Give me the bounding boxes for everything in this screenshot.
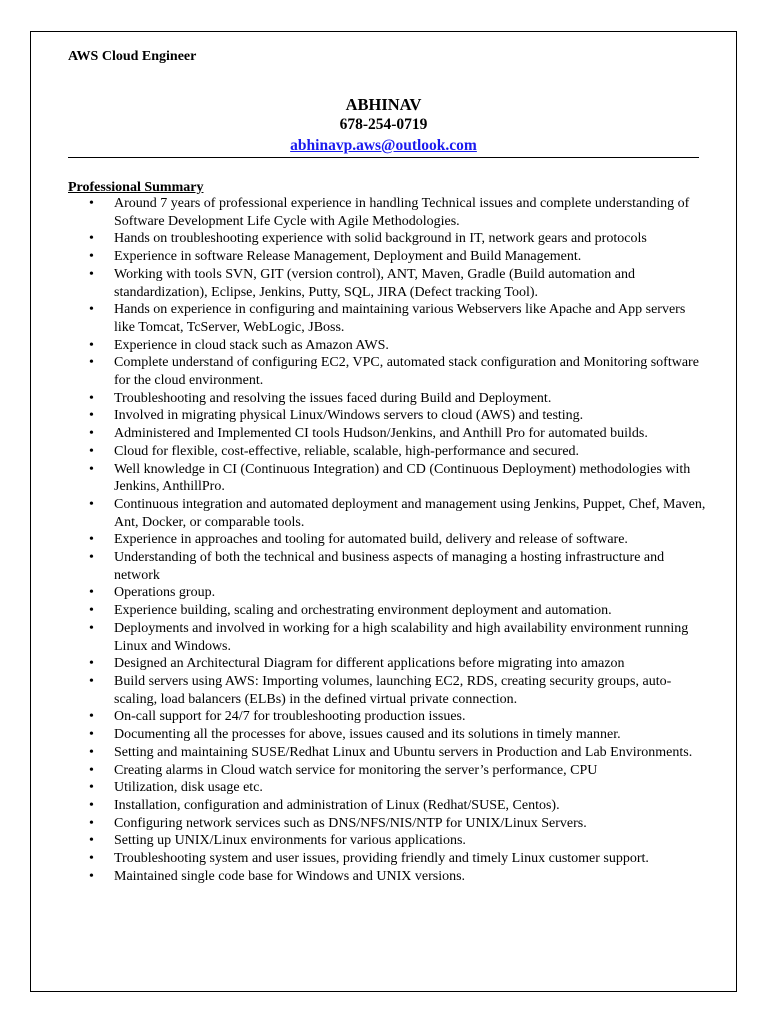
contact-header [68, 95, 699, 158]
summary-item: • Around 7 years of professional experience in handling Technical issues and complete understanding of Software Development Life Cycle with Agile Methodologies. [86, 195, 706, 230]
summary-item: • Operations group. [86, 584, 706, 602]
summary-item: • Complete understand of configuring EC2, VPC, automated stack configuration and Monitoring software for the cloud environment. [86, 354, 706, 389]
summary-item: • Experience in software Release Management, Deployment and Build Management. [86, 248, 706, 266]
summary-item: • Designed an Architectural Diagram for different applications before migrating into amazon [86, 655, 706, 673]
summary-item: • Well knowledge in CI (Continuous Integration) and CD (Continuous Deployment) methodologies with Jenkins, AnthillPro. [86, 461, 706, 496]
summary-item: • On-call support for 24/7 for troubleshooting production issues. [86, 708, 706, 726]
summary-item: • Installation, configuration and administration of Linux (Redhat/SUSE, Centos). [86, 797, 706, 815]
summary-item: • Understanding of both the technical and business aspects of managing a hosting infrastructure and network [86, 549, 706, 584]
phone-number: 678-254-0719 [339, 116, 428, 133]
summary-item: • Experience in cloud stack such as Amazon AWS. [86, 337, 706, 355]
candidate-name: ABHINAV [345, 95, 422, 114]
professional-summary-heading: Professional Summary [68, 180, 204, 195]
summary-item: • Involved in migrating physical Linux/Windows servers to cloud (AWS) and testing. [86, 407, 706, 425]
summary-item: • Cloud for flexible, cost-effective, reliable, scalable, high-performance and secured. [86, 443, 706, 461]
summary-item: • Deployments and involved in working for a high scalability and high availability environment running Linux and Windows. [86, 620, 706, 655]
summary-item: • Documenting all the processes for above, issues caused and its solutions in timely manner. [86, 726, 706, 744]
summary-item: • Troubleshooting and resolving the issues faced during Build and Deployment. [86, 390, 706, 408]
summary-item: • Hands on experience in configuring and maintaining various Webservers like Apache and App servers like Tomcat, TcServer, WebLogic, JBoss. [86, 301, 706, 336]
summary-item: • Creating alarms in Cloud watch service for monitoring the server’s performance, CPU [86, 762, 706, 780]
summary-item: • Build servers using AWS: Importing volumes, launching EC2, RDS, creating security groups, auto-scaling, load balancers (ELBs) in the defined virtual private connection. [86, 673, 706, 708]
summary-item: • Working with tools SVN, GIT (version control), ANT, Maven, Gradle (Build automation and standardization), Eclipse, Jenkins, Putty, SQL, JIRA (Defect tracking Tool). [86, 266, 706, 301]
summary-item: • Administered and Implemented CI tools Hudson/Jenkins, and Anthill Pro for automated builds. [86, 425, 706, 443]
summary-item: • Maintained single code base for Windows and UNIX versions. [86, 868, 706, 886]
summary-item: • Setting and maintaining SUSE/Redhat Linux and Ubuntu servers in Production and Lab Environments. [86, 744, 706, 762]
summary-item: • Experience building, scaling and orchestrating environment deployment and automation. [86, 602, 706, 620]
email-link[interactable]: abhinavp.aws@outlook.com [290, 137, 477, 154]
resume-page [30, 31, 737, 992]
summary-item: • Configuring network services such as DNS/NFS/NIS/NTP for UNIX/Linux Servers. [86, 815, 706, 833]
summary-item: • Utilization, disk usage etc. [86, 779, 706, 797]
summary-item: • Experience in approaches and tooling for automated build, delivery and release of software. [86, 531, 706, 549]
summary-item: • Setting up UNIX/Linux environments for various applications. [86, 832, 706, 850]
summary-item: • Hands on troubleshooting experience with solid background in IT, network gears and protocols [86, 230, 706, 248]
professional-summary-list [86, 195, 706, 885]
role-title: AWS Cloud Engineer [68, 49, 197, 64]
summary-item: • Continuous integration and automated deployment and management using Jenkins, Puppet, Chef, Maven, Ant, Docker, or comparable tools. [86, 496, 706, 531]
summary-item: • Troubleshooting system and user issues, providing friendly and timely Linux customer support. [86, 850, 706, 868]
